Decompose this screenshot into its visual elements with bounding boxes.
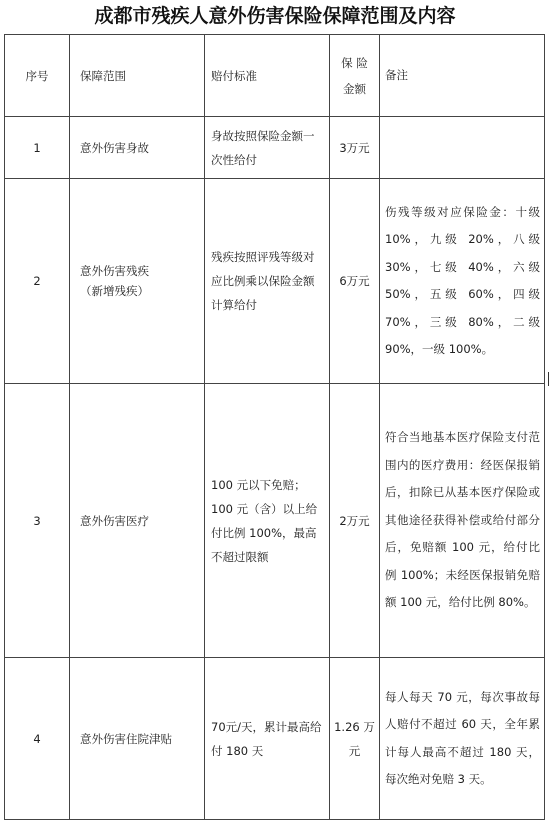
row-number: 1 xyxy=(5,117,70,179)
row-insured-amount: 6万元 xyxy=(330,179,380,384)
row-payout-standard: 残疾按照评残等级对应比例乘以保险金额计算给付 xyxy=(205,179,330,384)
header-coverage-scope: 保障范围 xyxy=(70,35,205,117)
table-row xyxy=(5,384,545,658)
table-row xyxy=(5,658,545,820)
row-payout-standard: 70元/天，累计最高给付 180 天 xyxy=(205,658,330,820)
header-row xyxy=(5,35,545,117)
header-payout-standard: 赔付标准 xyxy=(205,35,330,117)
row-coverage-scope-cell xyxy=(70,179,205,384)
row-coverage-scope: 意外伤害住院津贴 xyxy=(70,658,205,820)
row-number: 4 xyxy=(5,658,70,820)
document-title: 成都市残疾人意外伤害保险保障范围及内容 xyxy=(94,5,456,27)
row-number: 3 xyxy=(5,384,70,658)
row-number: 2 xyxy=(5,179,70,384)
row-payout-standard: 身故按照保险金额一次性给付 xyxy=(205,117,330,179)
text-cursor xyxy=(548,372,549,386)
table-row xyxy=(5,179,545,384)
row-insured-amount: 1.26 万元 xyxy=(330,658,380,820)
row-insured-amount: 2万元 xyxy=(330,384,380,658)
row-remarks: 每人每天 70 元，每次事故每人赔付不超过 60 天，全年累计每人最高不超过 180 天，每次绝对免赔 3 天。 xyxy=(380,658,545,820)
row-payout-standard: 100 元以下免赔；100 元（含）以上给付比例 100%，最高不超过限额 xyxy=(205,384,330,658)
header-number: 序号 xyxy=(5,35,70,117)
table-row xyxy=(5,117,545,179)
insurance-coverage-table xyxy=(4,34,545,820)
header-insured-amount: 保 险 金额 xyxy=(330,35,380,117)
row-coverage-scope: 意外伤害身故 xyxy=(70,117,205,179)
row-coverage-scope: 意外伤害医疗 xyxy=(70,384,205,658)
row-coverage-scope: 意外伤害残疾 xyxy=(80,264,149,278)
header-remarks: 备注 xyxy=(380,35,545,117)
row-remarks: 符合当地基本医疗保险支付范围内的医疗费用：经医保报销后，扣除已从基本医疗保险或其他途径获得补偿或给付部分后，免赔额 100 元，给付比例 100%；未经医保报销免赔额 100 元，给付比例 80%。 xyxy=(380,384,545,658)
row-remarks: 伤残等级对应保险金：十级 10%，九级 20%，八级 30%，七级 40%，六级 50%，五级 60%，四级 70%，三级 80%，二级 90%，一级 100%。 xyxy=(380,179,545,384)
row-remarks xyxy=(380,117,545,179)
row-coverage-scope-note: （新增残疾） xyxy=(80,284,149,298)
row-insured-amount: 3万元 xyxy=(330,117,380,179)
